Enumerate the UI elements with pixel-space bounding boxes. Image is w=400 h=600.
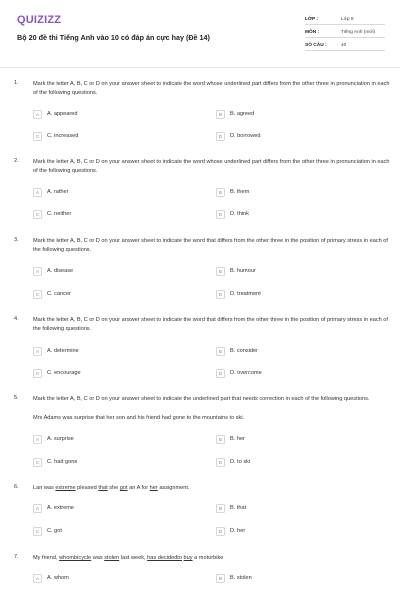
meta-label: MÔN : bbox=[305, 30, 320, 35]
header-divider bbox=[0, 67, 400, 68]
option-text: D. think bbox=[230, 211, 249, 217]
option-letter-box: C bbox=[33, 527, 42, 536]
underlined-part: her bbox=[149, 485, 158, 491]
option-text: A. disease bbox=[47, 268, 74, 274]
option-letter-box: B bbox=[216, 504, 225, 513]
question-text: Mark the letter A, B, C or D on your answer sheet to indicate the word whose underlined part differs from the other three in pronunciation in each of the following questions. bbox=[33, 159, 390, 174]
option-letter-box: C bbox=[33, 369, 42, 378]
option-letter-box: D bbox=[216, 527, 225, 536]
option-text: D. to ski bbox=[230, 459, 251, 465]
option-text: D. borrowed bbox=[230, 133, 261, 139]
question-number: 6. bbox=[14, 484, 19, 490]
meta-value: Tiếng Anh (mới) bbox=[341, 30, 376, 35]
underlined-part: has decidedto bbox=[147, 555, 182, 561]
question-number: 3. bbox=[14, 237, 19, 243]
option-text: C. got bbox=[47, 528, 62, 534]
question-text: My friend, whombicycle was stolen last week, has decidedto buy a motorbike bbox=[33, 555, 224, 561]
option-letter-box: B bbox=[216, 347, 225, 356]
underlined-part: extreme bbox=[55, 485, 76, 491]
option-text: A. extreme bbox=[47, 505, 75, 511]
meta-value: Lớp 9 bbox=[341, 17, 354, 22]
option-letter-box: D bbox=[216, 132, 225, 141]
question-number: 5. bbox=[14, 395, 19, 401]
meta-row-count bbox=[305, 40, 385, 51]
option-letter-box: A bbox=[33, 267, 42, 276]
option-letter-box: D bbox=[216, 369, 225, 378]
option-text: D. overcome bbox=[230, 370, 262, 376]
option-letter-box: B bbox=[216, 574, 225, 583]
option-text: B. her bbox=[230, 436, 245, 442]
option-letter-box: A bbox=[33, 435, 42, 444]
option-text: A. whom bbox=[47, 575, 69, 581]
option-letter-box: A bbox=[33, 110, 42, 119]
option-text: A. determine bbox=[47, 348, 79, 354]
option-text: A. appeared bbox=[47, 111, 78, 117]
option-letter-box: D bbox=[216, 290, 225, 299]
option-text: C. increased bbox=[47, 133, 79, 139]
question-text: Mark the letter A, B, C or D on your answer sheet to indicate the underlined part that needs correction in each of the following questions. bbox=[33, 396, 370, 402]
question-number: 4. bbox=[14, 316, 19, 322]
option-text: D. treatment bbox=[230, 291, 261, 297]
worksheet-meta bbox=[305, 14, 385, 53]
option-text: C. cancer bbox=[47, 291, 71, 297]
meta-value: 40 bbox=[341, 43, 347, 48]
question-text: Lan was extreme pleased that she got an A for her assignment. bbox=[33, 485, 190, 491]
meta-label: SỐ CÂU : bbox=[305, 43, 327, 48]
option-text: C. encourage bbox=[47, 370, 81, 376]
quizizz-logo: QUIZIZZ bbox=[17, 14, 62, 26]
meta-label: LỚP : bbox=[305, 17, 319, 22]
option-text: B. that bbox=[230, 505, 247, 511]
option-text: B. them bbox=[230, 189, 250, 195]
option-text: C. neither bbox=[47, 211, 72, 217]
question-text: Mark the letter A, B, C or D on your answer sheet to indicate the word that differs from the other three in the position of primary stress in each of the following questions. bbox=[33, 238, 388, 253]
meta-row-class bbox=[305, 14, 385, 25]
option-letter-box: B bbox=[216, 267, 225, 276]
option-letter-box: C bbox=[33, 210, 42, 219]
option-text: A. rather bbox=[47, 189, 69, 195]
underlined-part: got bbox=[119, 485, 128, 491]
option-letter-box: B bbox=[216, 188, 225, 197]
underlined-part: that bbox=[98, 485, 108, 491]
option-text: C. had gone bbox=[47, 459, 78, 465]
option-letter-box: C bbox=[33, 458, 42, 467]
option-letter-box: D bbox=[216, 210, 225, 219]
question-number: 2. bbox=[14, 158, 19, 164]
option-letter-box: A bbox=[33, 347, 42, 356]
question-number: 1. bbox=[14, 80, 19, 86]
option-letter-box: C bbox=[33, 132, 42, 141]
option-text: B. consider bbox=[230, 348, 258, 354]
underlined-part: buy bbox=[183, 555, 193, 561]
meta-row-subject bbox=[305, 27, 385, 38]
question-number: 7. bbox=[14, 554, 19, 560]
option-text: D. her bbox=[230, 528, 246, 534]
question-text: Mark the letter A, B, C or D on your answer sheet to indicate the word whose underlined part differs from the other three in pronunciation in each of the following questions. bbox=[33, 81, 390, 96]
option-letter-box: B bbox=[216, 110, 225, 119]
worksheet-header bbox=[0, 0, 400, 64]
option-text: A. surprise bbox=[47, 436, 74, 442]
option-letter-box: A bbox=[33, 188, 42, 197]
underlined-part: stolen bbox=[104, 555, 120, 561]
option-letter-box: A bbox=[33, 504, 42, 513]
option-letter-box: C bbox=[33, 290, 42, 299]
option-letter-box: B bbox=[216, 435, 225, 444]
option-letter-box: D bbox=[216, 458, 225, 467]
worksheet-title: Bộ 20 đề thi Tiếng Anh vào 10 có đáp án cực hay (Đề 14) bbox=[17, 33, 210, 42]
option-text: B. humour bbox=[230, 268, 256, 274]
option-text: B. stolen bbox=[230, 575, 252, 581]
question-sentence: Mrs Adams was surprise that her son and his friend had gone to the mountains to ski. bbox=[33, 415, 245, 421]
question-text: Mark the letter A, B, C or D on your answer sheet to indicate the word that differs from the other three in the position of primary stress in each of the following questions. bbox=[33, 317, 388, 332]
option-text: B. agreed bbox=[230, 111, 255, 117]
underlined-part: whombicycle bbox=[59, 555, 92, 561]
option-letter-box: A bbox=[33, 574, 42, 583]
